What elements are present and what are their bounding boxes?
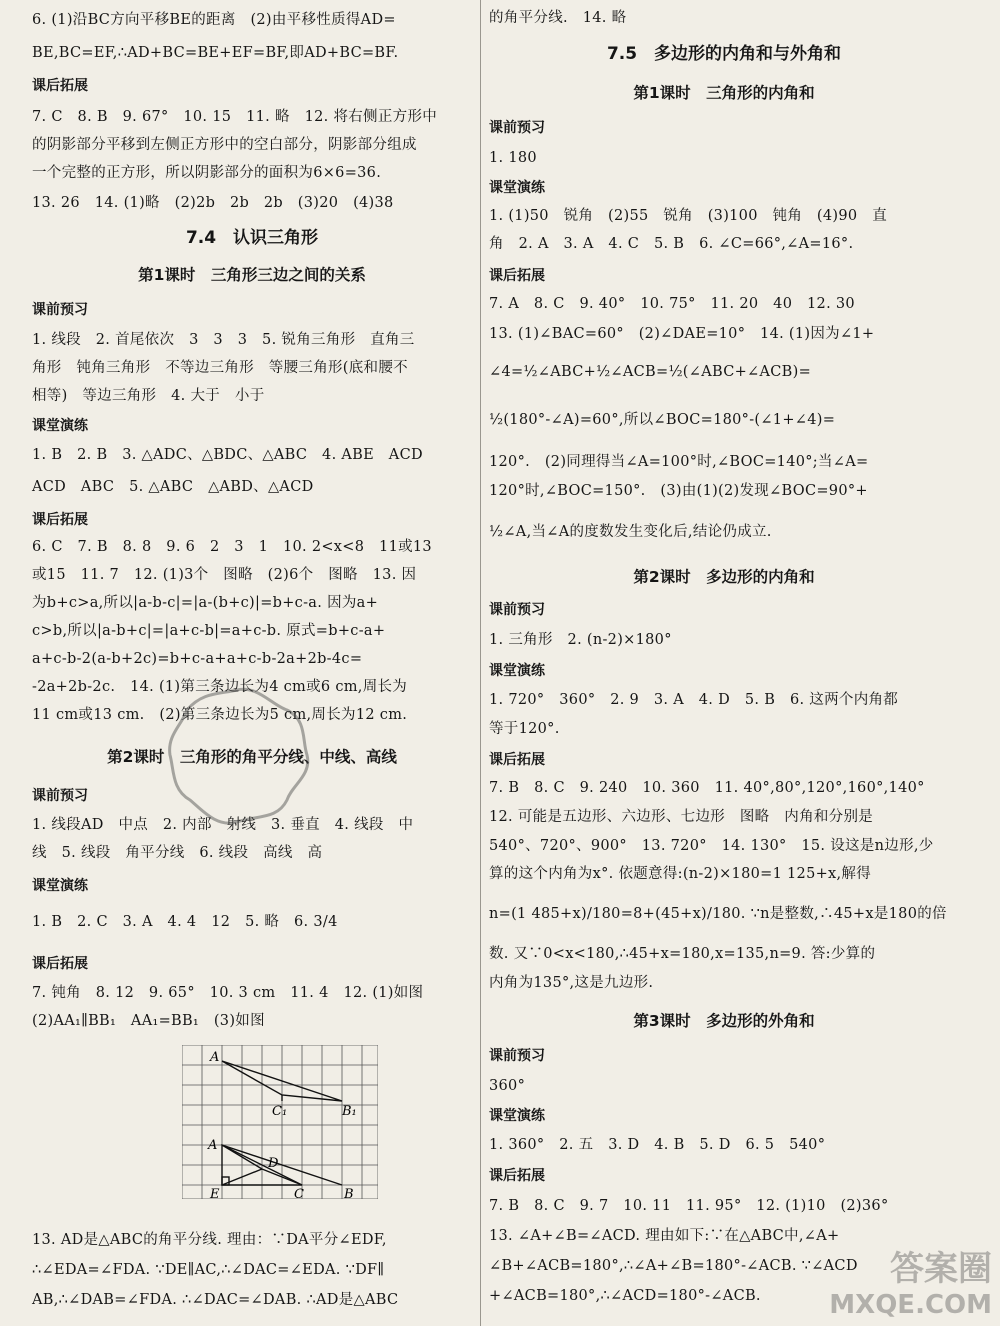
answer-line: c>b,所以|a-b+c|=|a+c-b|=a+c-b. 原式=b+c-a+ — [32, 623, 386, 639]
answer-line: 7. B 8. C 9. 7 10. 11 11. 95° 12. (1)10 (2)36° — [489, 1198, 889, 1214]
lesson-title: 第1课时 三角形的内角和 — [633, 84, 815, 102]
answer-line: 1. 三角形 2. (n-2)×180° — [489, 632, 672, 648]
answer-line: 7. A 8. C 9. 40° 10. 75° 11. 20 40 12. 30 — [489, 296, 855, 312]
answer-line: 6. C 7. B 8. 8 9. 6 2 3 1 10. 2<x<8 11或13 — [32, 539, 432, 555]
answer-line: 角 2. A 3. A 4. C 5. B 6. ∠C=66°,∠A=16°. — [489, 236, 854, 252]
subheading-keqian: 课前预习 — [489, 1048, 545, 1064]
answer-line: 1. 180 — [489, 150, 537, 166]
answer-line: 13. AD是△ABC的角平分线. 理由：∵DA平分∠EDF, — [32, 1232, 387, 1248]
answer-line: 1. 360° 2. 五 3. D 4. B 5. D 6. 5 540° — [489, 1137, 826, 1153]
subheading-ketang: 课堂演练 — [489, 180, 545, 196]
answer-line: n=(1 485+x)/180=8+(45+x)/180. ∵n是整数,∴45+x是180的倍 — [489, 906, 947, 922]
answer-line: 内角为135°,这是九边形. — [489, 975, 654, 991]
grid-figure — [182, 1045, 378, 1199]
answer-line: 线 5. 线段 角平分线 6. 线段 高线 高 — [32, 845, 323, 861]
label-c1: C₁ — [272, 1104, 288, 1119]
label-c: C — [294, 1187, 304, 1199]
subheading-kehou: 课后拓展 — [32, 78, 88, 94]
answer-line: 13. ∠A+∠B=∠ACD. 理由如下:∵在△ABC中,∠A+ — [489, 1228, 840, 1244]
answer-line: 11 cm或13 cm. (2)第三条边长为5 cm,周长为12 cm. — [32, 707, 408, 723]
answer-line: 1. 720° 360° 2. 9 3. A 4. D 5. B 6. 这两个内角都 — [489, 692, 899, 708]
section-title: 7.4 认识三角形 — [185, 228, 319, 248]
answer-line: 相等) 等边三角形 4. 大于 小于 — [32, 388, 265, 404]
lesson-title: 第1课时 三角形三边之间的关系 — [138, 266, 366, 284]
subheading-keqian: 课前预习 — [489, 602, 545, 618]
answer-line: 或15 11. 7 12. (1)3个 图略 (2)6个 图略 13. 因 — [32, 567, 417, 583]
watermark-logo — [829, 1241, 992, 1320]
answer-line: 一个完整的正方形，所以阴影部分的面积为6×6=36. — [32, 165, 382, 181]
section-title: 7.5 多边形的内角和与外角和 — [606, 44, 842, 64]
lesson-title: 第2课时 三角形的角平分线、中线、高线 — [107, 748, 397, 766]
answer-line: 13. 26 14. (1)略 (2)2b 2b 2b (3)20 (4)38 — [32, 195, 394, 211]
answer-line: 1. 线段AD 中点 2. 内部 射线 3. 垂直 4. 线段 中 — [32, 817, 414, 833]
watermark-url: MXQE.COM — [829, 1290, 992, 1320]
answer-line: 6. (1)沿BC方向平移BE的距离 (2)由平移性质得AD= — [32, 12, 396, 28]
watermark-text: 答案圈 — [890, 1249, 992, 1289]
answer-line: 的阴影部分平移到左侧正方形中的空白部分，阴影部分组成 — [32, 137, 417, 153]
answer-line: 120°时,∠BOC=150°. (3)由(1)(2)发现∠BOC=90°+ — [489, 483, 868, 499]
answer-line: 1. B 2. C 3. A 4. 4 12 5. 略 6. 3/4 — [32, 914, 338, 930]
subheading-kehou: 课后拓展 — [489, 752, 545, 768]
answer-line: 数. 又∵0<x<180,∴45+x=180,x=135,n=9. 答:少算的 — [489, 946, 876, 962]
answer-line: ∴∠EDA=∠FDA. ∵DE∥AC,∴∠DAC=∠EDA. ∵DF∥ — [32, 1262, 385, 1278]
label-d: D — [268, 1156, 279, 1171]
answer-line: a+c-b-2(a-b+2c)=b+c-a+a+c-b-2a+2b-4c= — [32, 651, 363, 667]
answer-line: ½(180°-∠A)=60°,所以∠BOC=180°-(∠1+∠4)= — [489, 412, 836, 428]
answer-line: -2a+2b-2c. 14. (1)第三条边长为4 cm或6 cm,周长为 — [32, 679, 408, 695]
answer-line: AB,∴∠DAB=∠FDA. ∴∠DAC=∠DAB. ∴AD是△ABC — [32, 1292, 399, 1308]
answer-line: ½∠A,当∠A的度数发生变化后,结论仍成立. — [489, 524, 772, 540]
answer-line: 120°. (2)同理得当∠A=100°时,∠BOC=140°;当∠A= — [489, 454, 869, 470]
answer-line: 的角平分线. 14. 略 — [489, 10, 627, 26]
label-a1: A — [210, 1050, 220, 1065]
answer-line: 13. (1)∠BAC=60° (2)∠DAE=10° 14. (1)因为∠1+ — [489, 326, 875, 342]
answer-line: +∠ACB=180°,∴∠ACD=180°-∠ACB. — [489, 1288, 761, 1304]
answer-line: 540°、720°、900° 13. 720° 14. 130° 15. 设这是n边形,少 — [489, 838, 934, 854]
answer-line: 1. B 2. B 3. △ADC、△BDC、△ABC 4. ABE ACD — [32, 447, 423, 463]
subheading-keqian: 课前预习 — [489, 120, 545, 136]
answer-line: 7. C 8. B 9. 67° 10. 15 11. 略 12. 将右侧正方形中 — [32, 109, 438, 125]
answer-line: 1. 线段 2. 首尾依次 3 3 3 5. 锐角三角形 直角三 — [32, 332, 415, 348]
label-b: B — [344, 1187, 354, 1199]
answer-line: 12. 可能是五边形、六边形、七边形 图略 内角和分别是 — [489, 809, 874, 825]
subheading-keqian: 课前预习 — [32, 788, 88, 804]
subheading-kehou: 课后拓展 — [32, 956, 88, 972]
answer-line: 7. 钝角 8. 12 9. 65° 10. 3 cm 11. 4 12. (1)如图 — [32, 985, 424, 1001]
label-a: A — [208, 1138, 218, 1153]
answer-line: ∠4=½∠ABC+½∠ACB=½(∠ABC+∠ACB)= — [489, 364, 812, 380]
label-e: E — [210, 1187, 220, 1199]
answer-line: 角形 钝角三角形 不等边三角形 等腰三角形(底和腰不 — [32, 360, 408, 376]
subheading-kehou: 课后拓展 — [489, 268, 545, 284]
answer-line: (2)AA₁∥BB₁ AA₁=BB₁ (3)如图 — [32, 1013, 265, 1029]
answer-line: 7. B 8. C 9. 240 10. 360 11. 40°,80°,120°,160°,140° — [489, 780, 925, 796]
subheading-ketang: 课堂演练 — [32, 418, 88, 434]
answer-line: ∠B+∠ACB=180°,∴∠A+∠B=180°-∠ACB. ∵∠ACD — [489, 1258, 858, 1274]
answer-line: BE,BC=EF,∴AD+BC=BE+EF=BF,即AD+BC=BF. — [32, 45, 399, 61]
subheading-ketang: 课堂演练 — [32, 878, 88, 894]
subheading-kehou: 课后拓展 — [489, 1168, 545, 1184]
column-divider — [480, 0, 481, 1326]
subheading-keqian: 课前预习 — [32, 302, 88, 318]
subheading-kehou: 课后拓展 — [32, 512, 88, 528]
answer-line: 1. (1)50 锐角 (2)55 锐角 (3)100 钝角 (4)90 直 — [489, 208, 888, 224]
label-b1: B₁ — [342, 1104, 357, 1119]
answer-line: 等于120°. — [489, 721, 560, 737]
subheading-ketang: 课堂演练 — [489, 663, 545, 679]
answer-line: 360° — [489, 1078, 526, 1094]
answer-line: 为b+c>a,所以|a-b-c|=|a-(b+c)|=b+c-a. 因为a+ — [32, 595, 379, 611]
answer-line: ACD ABC 5. △ABC △ABD、△ACD — [32, 479, 314, 495]
lesson-title: 第2课时 多边形的内角和 — [633, 568, 815, 586]
stamp-mark — [162, 680, 312, 830]
lesson-title: 第3课时 多边形的外角和 — [633, 1012, 815, 1030]
answer-line: 算的这个内角为x°. 依题意得:(n-2)×180=1 125+x,解得 — [489, 866, 872, 882]
subheading-ketang: 课堂演练 — [489, 1108, 545, 1124]
